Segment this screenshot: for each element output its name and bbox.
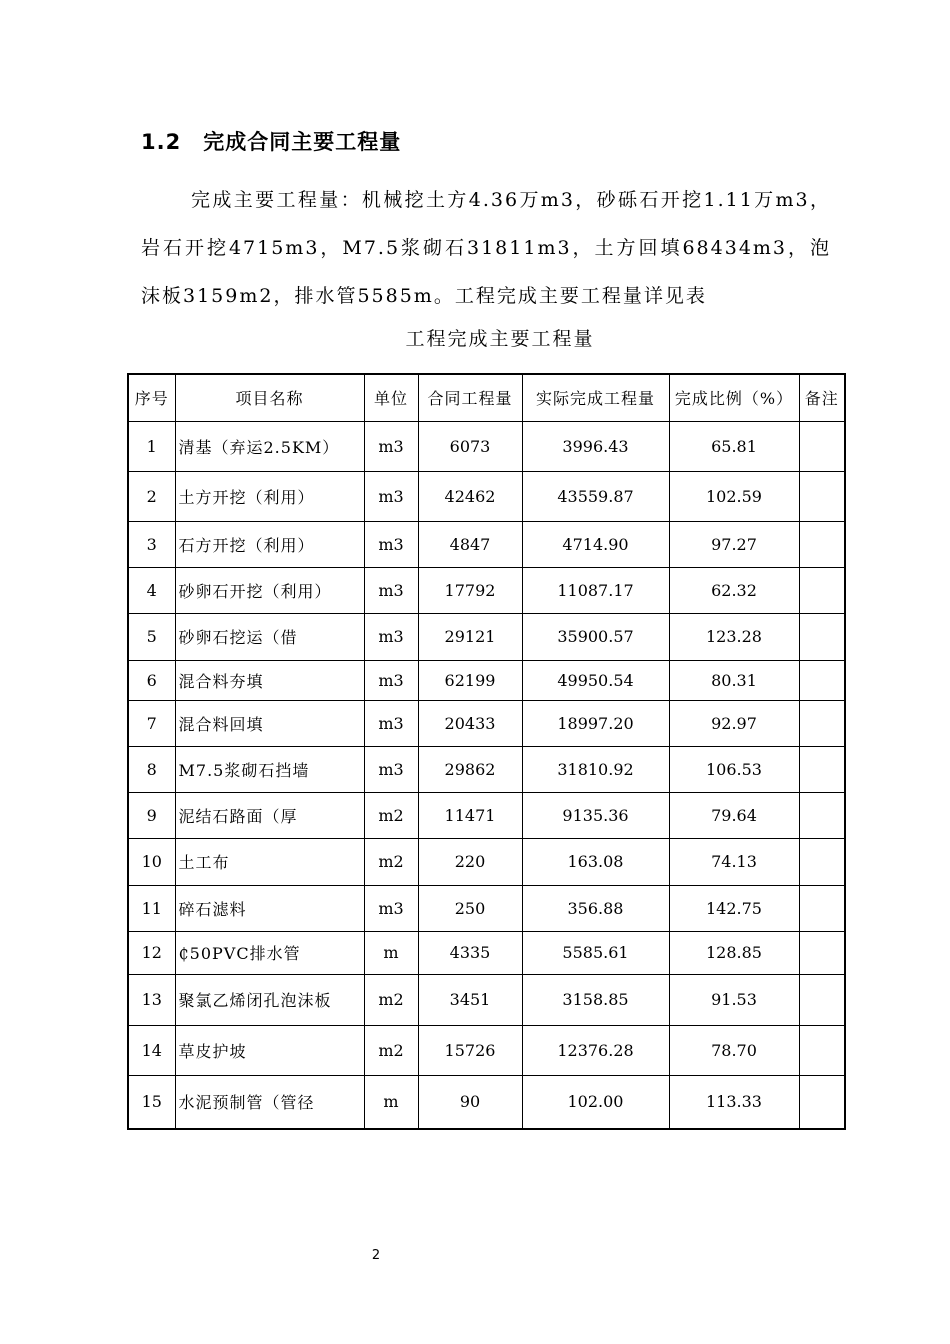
completion-ratio-cell: 106.53 <box>669 746 799 792</box>
contract-quantity-cell: 29121 <box>418 613 522 660</box>
remark-cell <box>799 1075 845 1129</box>
remark-cell <box>799 660 845 700</box>
contract-quantity-cell: 6073 <box>418 421 522 471</box>
remark-cell <box>799 885 845 931</box>
contract-quantity-cell: 220 <box>418 838 522 885</box>
remark-cell <box>799 838 845 885</box>
row-index-cell: 6 <box>128 660 175 700</box>
header-cell: 备注 <box>799 374 845 421</box>
row-index-cell: 9 <box>128 792 175 838</box>
table-row <box>128 885 845 931</box>
item-name-cell: 石方开挖（利用） <box>175 521 364 567</box>
completion-ratio-cell: 79.64 <box>669 792 799 838</box>
item-name-cell: 砂卵石开挖（利用） <box>175 567 364 613</box>
table-row <box>128 660 845 700</box>
row-index-cell: 7 <box>128 700 175 746</box>
actual-quantity-cell: 163.08 <box>522 838 669 885</box>
unit-cell: m3 <box>364 567 418 613</box>
completion-ratio-cell: 128.85 <box>669 931 799 974</box>
section-number: 1.2 <box>141 130 182 154</box>
remark-cell <box>799 421 845 471</box>
completion-ratio-cell: 91.53 <box>669 974 799 1025</box>
contract-quantity-cell: 15726 <box>418 1025 522 1075</box>
remark-cell <box>799 567 845 613</box>
item-name-cell: 清基（弃运2.5KM） <box>175 421 364 471</box>
contract-quantity-cell: 4335 <box>418 931 522 974</box>
unit-cell: m <box>364 931 418 974</box>
table-caption: 工程完成主要工程量 <box>405 328 595 350</box>
item-name-cell: 泥结石路面（厚 <box>175 792 364 838</box>
row-index-cell: 4 <box>128 567 175 613</box>
row-index-cell: 13 <box>128 974 175 1025</box>
actual-quantity-cell: 49950.54 <box>522 660 669 700</box>
remark-cell <box>799 792 845 838</box>
unit-cell: m2 <box>364 838 418 885</box>
actual-quantity-cell: 12376.28 <box>522 1025 669 1075</box>
actual-quantity-cell: 3158.85 <box>522 974 669 1025</box>
remark-cell <box>799 974 845 1025</box>
actual-quantity-cell: 9135.36 <box>522 792 669 838</box>
contract-quantity-cell: 62199 <box>418 660 522 700</box>
unit-cell: m2 <box>364 1025 418 1075</box>
item-name-cell: 土方开挖（利用） <box>175 471 364 521</box>
page-number: 2 <box>371 1248 381 1263</box>
table-row <box>128 792 845 838</box>
table-row <box>128 567 845 613</box>
actual-quantity-cell: 43559.87 <box>522 471 669 521</box>
unit-cell: m3 <box>364 746 418 792</box>
contract-quantity-cell: 4847 <box>418 521 522 567</box>
completion-ratio-cell: 102.59 <box>669 471 799 521</box>
row-index-cell: 10 <box>128 838 175 885</box>
remark-cell <box>799 521 845 567</box>
table-row <box>128 1025 845 1075</box>
item-name-cell: 混合料夯填 <box>175 660 364 700</box>
contract-quantity-cell: 29862 <box>418 746 522 792</box>
row-index-cell: 8 <box>128 746 175 792</box>
completion-ratio-cell: 92.97 <box>669 700 799 746</box>
unit-cell: m <box>364 1075 418 1129</box>
row-index-cell: 3 <box>128 521 175 567</box>
row-index-cell: 11 <box>128 885 175 931</box>
actual-quantity-cell: 356.88 <box>522 885 669 931</box>
remark-cell <box>799 700 845 746</box>
row-index-cell: 14 <box>128 1025 175 1075</box>
item-name-cell: 水泥预制管（管径 <box>175 1075 364 1129</box>
remark-cell <box>799 746 845 792</box>
summary-paragraph: 完成主要工程量：机械挖土方4.36万m3，砂砾石开挖1.11万m3，岩石开挖4715m3，M7.5浆砌石31811m3，土方回填68434m3，泡沫板3159m2，排水管5585m。工程完成主要工程量详见表 <box>141 189 831 307</box>
item-name-cell: 混合料回填 <box>175 700 364 746</box>
table-row <box>128 1075 845 1129</box>
contract-quantity-cell: 17792 <box>418 567 522 613</box>
actual-quantity-cell: 5585.61 <box>522 931 669 974</box>
item-name-cell: 草皮护坡 <box>175 1025 364 1075</box>
unit-cell: m3 <box>364 613 418 660</box>
completion-ratio-cell: 65.81 <box>669 421 799 471</box>
row-index-cell: 15 <box>128 1075 175 1129</box>
quantities-table <box>127 373 846 1130</box>
unit-cell: m3 <box>364 471 418 521</box>
remark-cell <box>799 1025 845 1075</box>
table-header-row <box>128 374 845 421</box>
actual-quantity-cell: 102.00 <box>522 1075 669 1129</box>
completion-ratio-cell: 97.27 <box>669 521 799 567</box>
header-cell: 项目名称 <box>175 374 364 421</box>
table-row <box>128 521 845 567</box>
completion-ratio-cell: 142.75 <box>669 885 799 931</box>
contract-quantity-cell: 250 <box>418 885 522 931</box>
header-cell: 单位 <box>364 374 418 421</box>
unit-cell: m2 <box>364 974 418 1025</box>
table-row <box>128 700 845 746</box>
header-cell: 实际完成工程量 <box>522 374 669 421</box>
item-name-cell: 聚氯乙烯闭孔泡沫板 <box>175 974 364 1025</box>
item-name-cell: 碎石滤料 <box>175 885 364 931</box>
row-index-cell: 12 <box>128 931 175 974</box>
remark-cell <box>799 471 845 521</box>
contract-quantity-cell: 42462 <box>418 471 522 521</box>
row-index-cell: 1 <box>128 421 175 471</box>
actual-quantity-cell: 3996.43 <box>522 421 669 471</box>
item-name-cell: ₵50PVC排水管 <box>175 931 364 974</box>
header-cell: 合同工程量 <box>418 374 522 421</box>
contract-quantity-cell: 20433 <box>418 700 522 746</box>
unit-cell: m3 <box>364 421 418 471</box>
unit-cell: m3 <box>364 660 418 700</box>
header-cell: 序号 <box>128 374 175 421</box>
table-row <box>128 613 845 660</box>
remark-cell <box>799 931 845 974</box>
unit-cell: m3 <box>364 700 418 746</box>
contract-quantity-cell: 11471 <box>418 792 522 838</box>
unit-cell: m2 <box>364 792 418 838</box>
contract-quantity-cell: 90 <box>418 1075 522 1129</box>
completion-ratio-cell: 62.32 <box>669 567 799 613</box>
table-row <box>128 931 845 974</box>
table-row <box>128 838 845 885</box>
row-index-cell: 2 <box>128 471 175 521</box>
actual-quantity-cell: 31810.92 <box>522 746 669 792</box>
completion-ratio-cell: 78.70 <box>669 1025 799 1075</box>
table-row <box>128 746 845 792</box>
completion-ratio-cell: 113.33 <box>669 1075 799 1129</box>
remark-cell <box>799 613 845 660</box>
actual-quantity-cell: 11087.17 <box>522 567 669 613</box>
actual-quantity-cell: 18997.20 <box>522 700 669 746</box>
unit-cell: m3 <box>364 885 418 931</box>
row-index-cell: 5 <box>128 613 175 660</box>
item-name-cell: 土工布 <box>175 838 364 885</box>
section-heading <box>141 126 401 156</box>
completion-ratio-cell: 123.28 <box>669 613 799 660</box>
unit-cell: m3 <box>364 521 418 567</box>
actual-quantity-cell: 35900.57 <box>522 613 669 660</box>
actual-quantity-cell: 4714.90 <box>522 521 669 567</box>
contract-quantity-cell: 3451 <box>418 974 522 1025</box>
table-row <box>128 421 845 471</box>
section-title: 完成合同主要工程量 <box>203 130 402 154</box>
header-cell: 完成比例（%） <box>669 374 799 421</box>
item-name-cell: 砂卵石挖运（借 <box>175 613 364 660</box>
item-name-cell: M7.5浆砌石挡墙 <box>175 746 364 792</box>
table-row <box>128 974 845 1025</box>
completion-ratio-cell: 74.13 <box>669 838 799 885</box>
completion-ratio-cell: 80.31 <box>669 660 799 700</box>
table-row <box>128 471 845 521</box>
